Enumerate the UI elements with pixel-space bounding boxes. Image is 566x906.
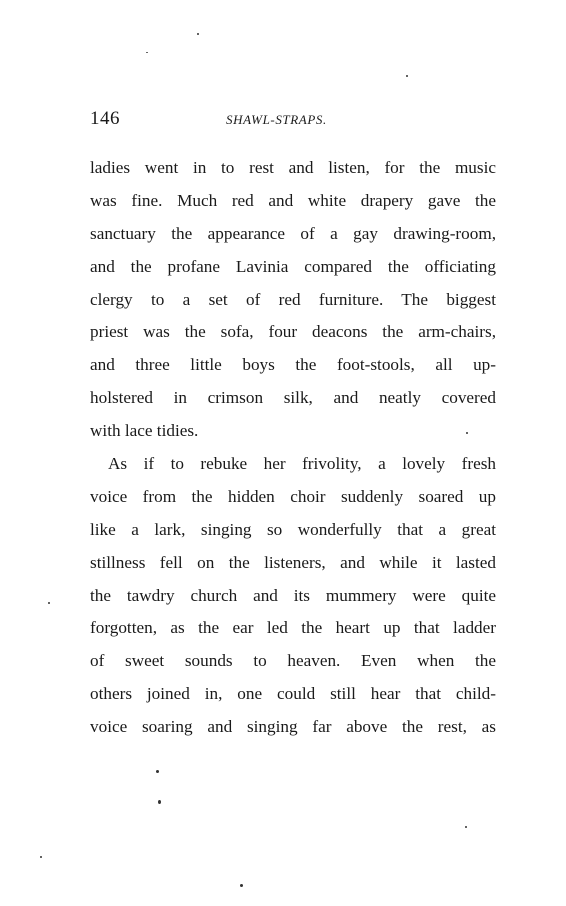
- scan-speck: [48, 602, 50, 604]
- text-line: others joined in, one could still hear that child-: [90, 684, 496, 704]
- scan-speck: [466, 432, 468, 434]
- text-line: voice from the hidden choir suddenly soared up: [90, 486, 496, 506]
- page-header: [90, 108, 496, 132]
- text-line: stillness fell on the listeners, and while it lasted: [90, 552, 496, 572]
- text-line: clergy to a set of red furniture. The biggest: [90, 289, 496, 309]
- scan-speck: [465, 826, 467, 828]
- text-line: ladies went in to rest and listen, for the music: [90, 158, 496, 177]
- text-line: As if to rebuke her frivolity, a lovely fresh: [108, 454, 496, 474]
- scan-speck: [240, 884, 243, 887]
- page-number: 146: [90, 108, 120, 129]
- text-line: of sweet sounds to heaven. Even when the: [90, 651, 496, 671]
- text-line: holstered in crimson silk, and neatly covered: [90, 388, 496, 408]
- text-line: was fine. Much red and white drapery gave the: [90, 190, 496, 210]
- body-text: [90, 152, 496, 744]
- scan-speck: [146, 52, 148, 53]
- text-line: sanctuary the appearance of a gay drawing-room,: [90, 223, 496, 243]
- text-line: and three little boys the foot-stools, all up-: [90, 355, 496, 375]
- scan-speck: [158, 800, 161, 804]
- paragraph-1: [90, 152, 496, 448]
- text-line: voice soaring and singing far above the rest, as: [90, 717, 496, 737]
- text-line: and the profane Lavinia compared the officiating: [90, 256, 496, 276]
- text-line: the tawdry church and its mummery were quite: [90, 585, 496, 605]
- paragraph-2: [90, 448, 496, 744]
- running-title: SHAWL-STRAPS.: [226, 112, 327, 127]
- scan-speck: [406, 75, 408, 77]
- text-line: priest was the sofa, four deacons the arm-chairs,: [90, 322, 496, 342]
- text-line: with lace tidies.: [90, 421, 199, 441]
- text-line: like a lark, singing so wonderfully that a great: [90, 519, 496, 539]
- scan-speck: [156, 770, 159, 773]
- text-line: forgotten, as the ear led the heart up that ladder: [90, 618, 496, 638]
- scan-speck: [197, 33, 199, 35]
- scan-speck: [40, 856, 42, 858]
